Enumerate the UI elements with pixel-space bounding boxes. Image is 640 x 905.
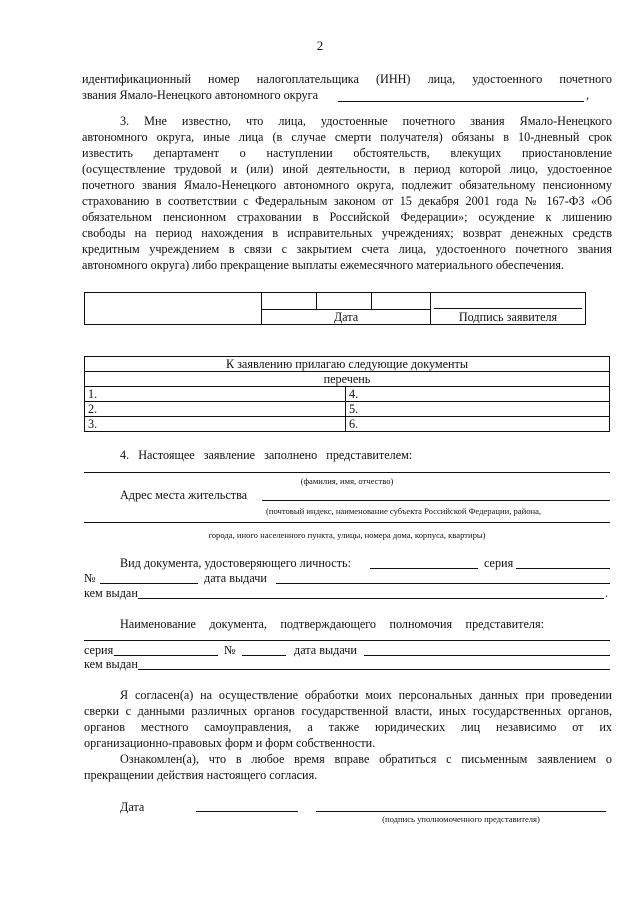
doc-cell-3[interactable]: [84, 416, 346, 432]
doc-item-number: 6.: [349, 417, 359, 431]
para3-line: 3. Мне известно, что лица, удостоенные почетного звания Ямало-Ненецкого: [120, 114, 612, 128]
para3-line: (осуществление трудовой и (или) иной деятельности, в период которой лицо, удостоенное: [82, 162, 612, 176]
representative-intro: 4. Настоящее заявление заполнено представителем:: [120, 448, 413, 462]
documents-subheader: перечень: [323, 372, 371, 386]
final-date-field[interactable]: [196, 811, 298, 812]
issued-by-label-2: кем выдан: [84, 657, 138, 671]
address-caption-2: города, иного населенного пункта, улицы, номера дома, корпуса, квартиры): [208, 530, 486, 540]
consent-line: сверки с данными различных органов государственной власти, иных государственных органов,: [84, 704, 612, 718]
issued-by-suffix: .: [605, 586, 609, 600]
authority-document-field[interactable]: [84, 640, 610, 641]
authority-series-field[interactable]: [114, 655, 218, 656]
number-label: №: [84, 571, 96, 585]
date-day-cell[interactable]: [261, 292, 317, 310]
doc-cell-4[interactable]: [345, 386, 610, 402]
consent-last-line: организационно-правовых форм и форм собственности.: [84, 736, 376, 750]
representative-fio-field[interactable]: [84, 472, 610, 473]
inn-field[interactable]: [338, 101, 584, 102]
signature-line: [434, 308, 582, 309]
doc-cell-1[interactable]: [84, 386, 346, 402]
issue-date-label: дата выдачи: [204, 571, 267, 585]
date-year-cell[interactable]: [371, 292, 431, 310]
id-issued-by-field[interactable]: [138, 598, 604, 599]
representative-signature-caption: (подпись уполномоченного представителя): [382, 814, 540, 824]
doc-cell-2[interactable]: [84, 401, 346, 417]
address-label: Адрес места жительства: [120, 488, 248, 502]
inn-line-1: идентификационный номер налогоплательщика (ИНН) лица, удостоенного почетного: [82, 72, 612, 86]
consent-line: органов местного самоуправления, а также юридических лиц независимо от их: [84, 720, 612, 734]
date-label: Дата: [333, 310, 359, 324]
issue-date-label-2: дата выдачи: [294, 643, 357, 657]
acknowledge-line-2: прекращении действия настоящего согласия.: [84, 768, 318, 782]
para3-line: страхованию в соответствии с Федеральным законом от 15 декабря 2001 года № 167-ФЗ «Об: [82, 194, 612, 208]
series-label: серия: [484, 556, 514, 570]
representative-signature-field[interactable]: [316, 811, 606, 812]
address-field[interactable]: [262, 500, 610, 501]
authority-issue-date-field[interactable]: [364, 655, 610, 656]
authority-issued-by-field[interactable]: [138, 669, 610, 670]
consent-line: Я согласен(а) на осуществление обработки моих персональных данных при проведении: [120, 688, 612, 702]
series-label-2: серия: [84, 643, 114, 657]
doc-cell-5[interactable]: [345, 401, 610, 417]
id-series-field[interactable]: [516, 568, 610, 569]
para3-line: кредитным учреждением в связи с закрытием счета лица, удостоенного почетного звания: [82, 242, 612, 256]
authority-number-field[interactable]: [242, 655, 286, 656]
id-number-field[interactable]: [100, 583, 198, 584]
para3-line: обязательном пенсионном страховании в Российской Федерации»; осуждение к лишению: [82, 210, 612, 224]
inn-line-2: звания Ямало-Ненецкого автономного округа: [82, 88, 319, 102]
id-document-type-field[interactable]: [370, 568, 478, 569]
doc-cell-6[interactable]: [345, 416, 610, 432]
id-document-label: Вид документа, удостоверяющего личность:: [120, 556, 351, 570]
documents-header: К заявлению прилагаю следующие документы: [225, 357, 469, 371]
fio-caption: (фамилия, имя, отчество): [300, 476, 394, 486]
para3-line: известить департамент о наступлении обстоятельств, влекущих приостановление: [82, 146, 612, 160]
final-date-label: Дата: [120, 800, 145, 814]
doc-item-number: 1.: [88, 387, 98, 401]
issued-by-label: кем выдан: [84, 586, 138, 600]
para3-last-line: автономного округа) либо прекращение выплаты ежемесячного материального обеспечения.: [82, 258, 565, 272]
acknowledge-line-1: Ознакомлен(а), что в любое время вправе обратиться с письменным заявлением о: [120, 752, 612, 766]
doc-item-number: 3.: [88, 417, 98, 431]
date-month-cell[interactable]: [316, 292, 372, 310]
number-label-2: №: [224, 643, 236, 657]
inn-suffix: ,: [586, 88, 590, 102]
address-caption-1: (почтовый индекс, наименование субъекта Российской Федерации, района,: [266, 506, 542, 516]
id-issue-date-field[interactable]: [276, 583, 610, 584]
address-field-2[interactable]: [84, 522, 610, 523]
authority-document-label: Наименование документа, подтверждающего полномочия представителя:: [120, 617, 544, 631]
doc-item-number: 5.: [349, 402, 359, 416]
applicant-name-cell[interactable]: [84, 292, 262, 325]
page-number: 2: [316, 38, 324, 53]
doc-item-number: 2.: [88, 402, 98, 416]
doc-item-number: 4.: [349, 387, 359, 401]
para3-line: свободы на период нахождения в исправительных учреждениях; возврат денежных средств: [82, 226, 612, 240]
para3-line: почетного звания Ямало-Ненецкого автономного округа, подлежит обязательному пенсионному: [82, 178, 612, 192]
para3-line: автономного округа, иные лица (в случае смерти получателя) обязаны в 10-дневный срок: [82, 130, 612, 144]
signature-label: Подпись заявителя: [458, 310, 558, 324]
